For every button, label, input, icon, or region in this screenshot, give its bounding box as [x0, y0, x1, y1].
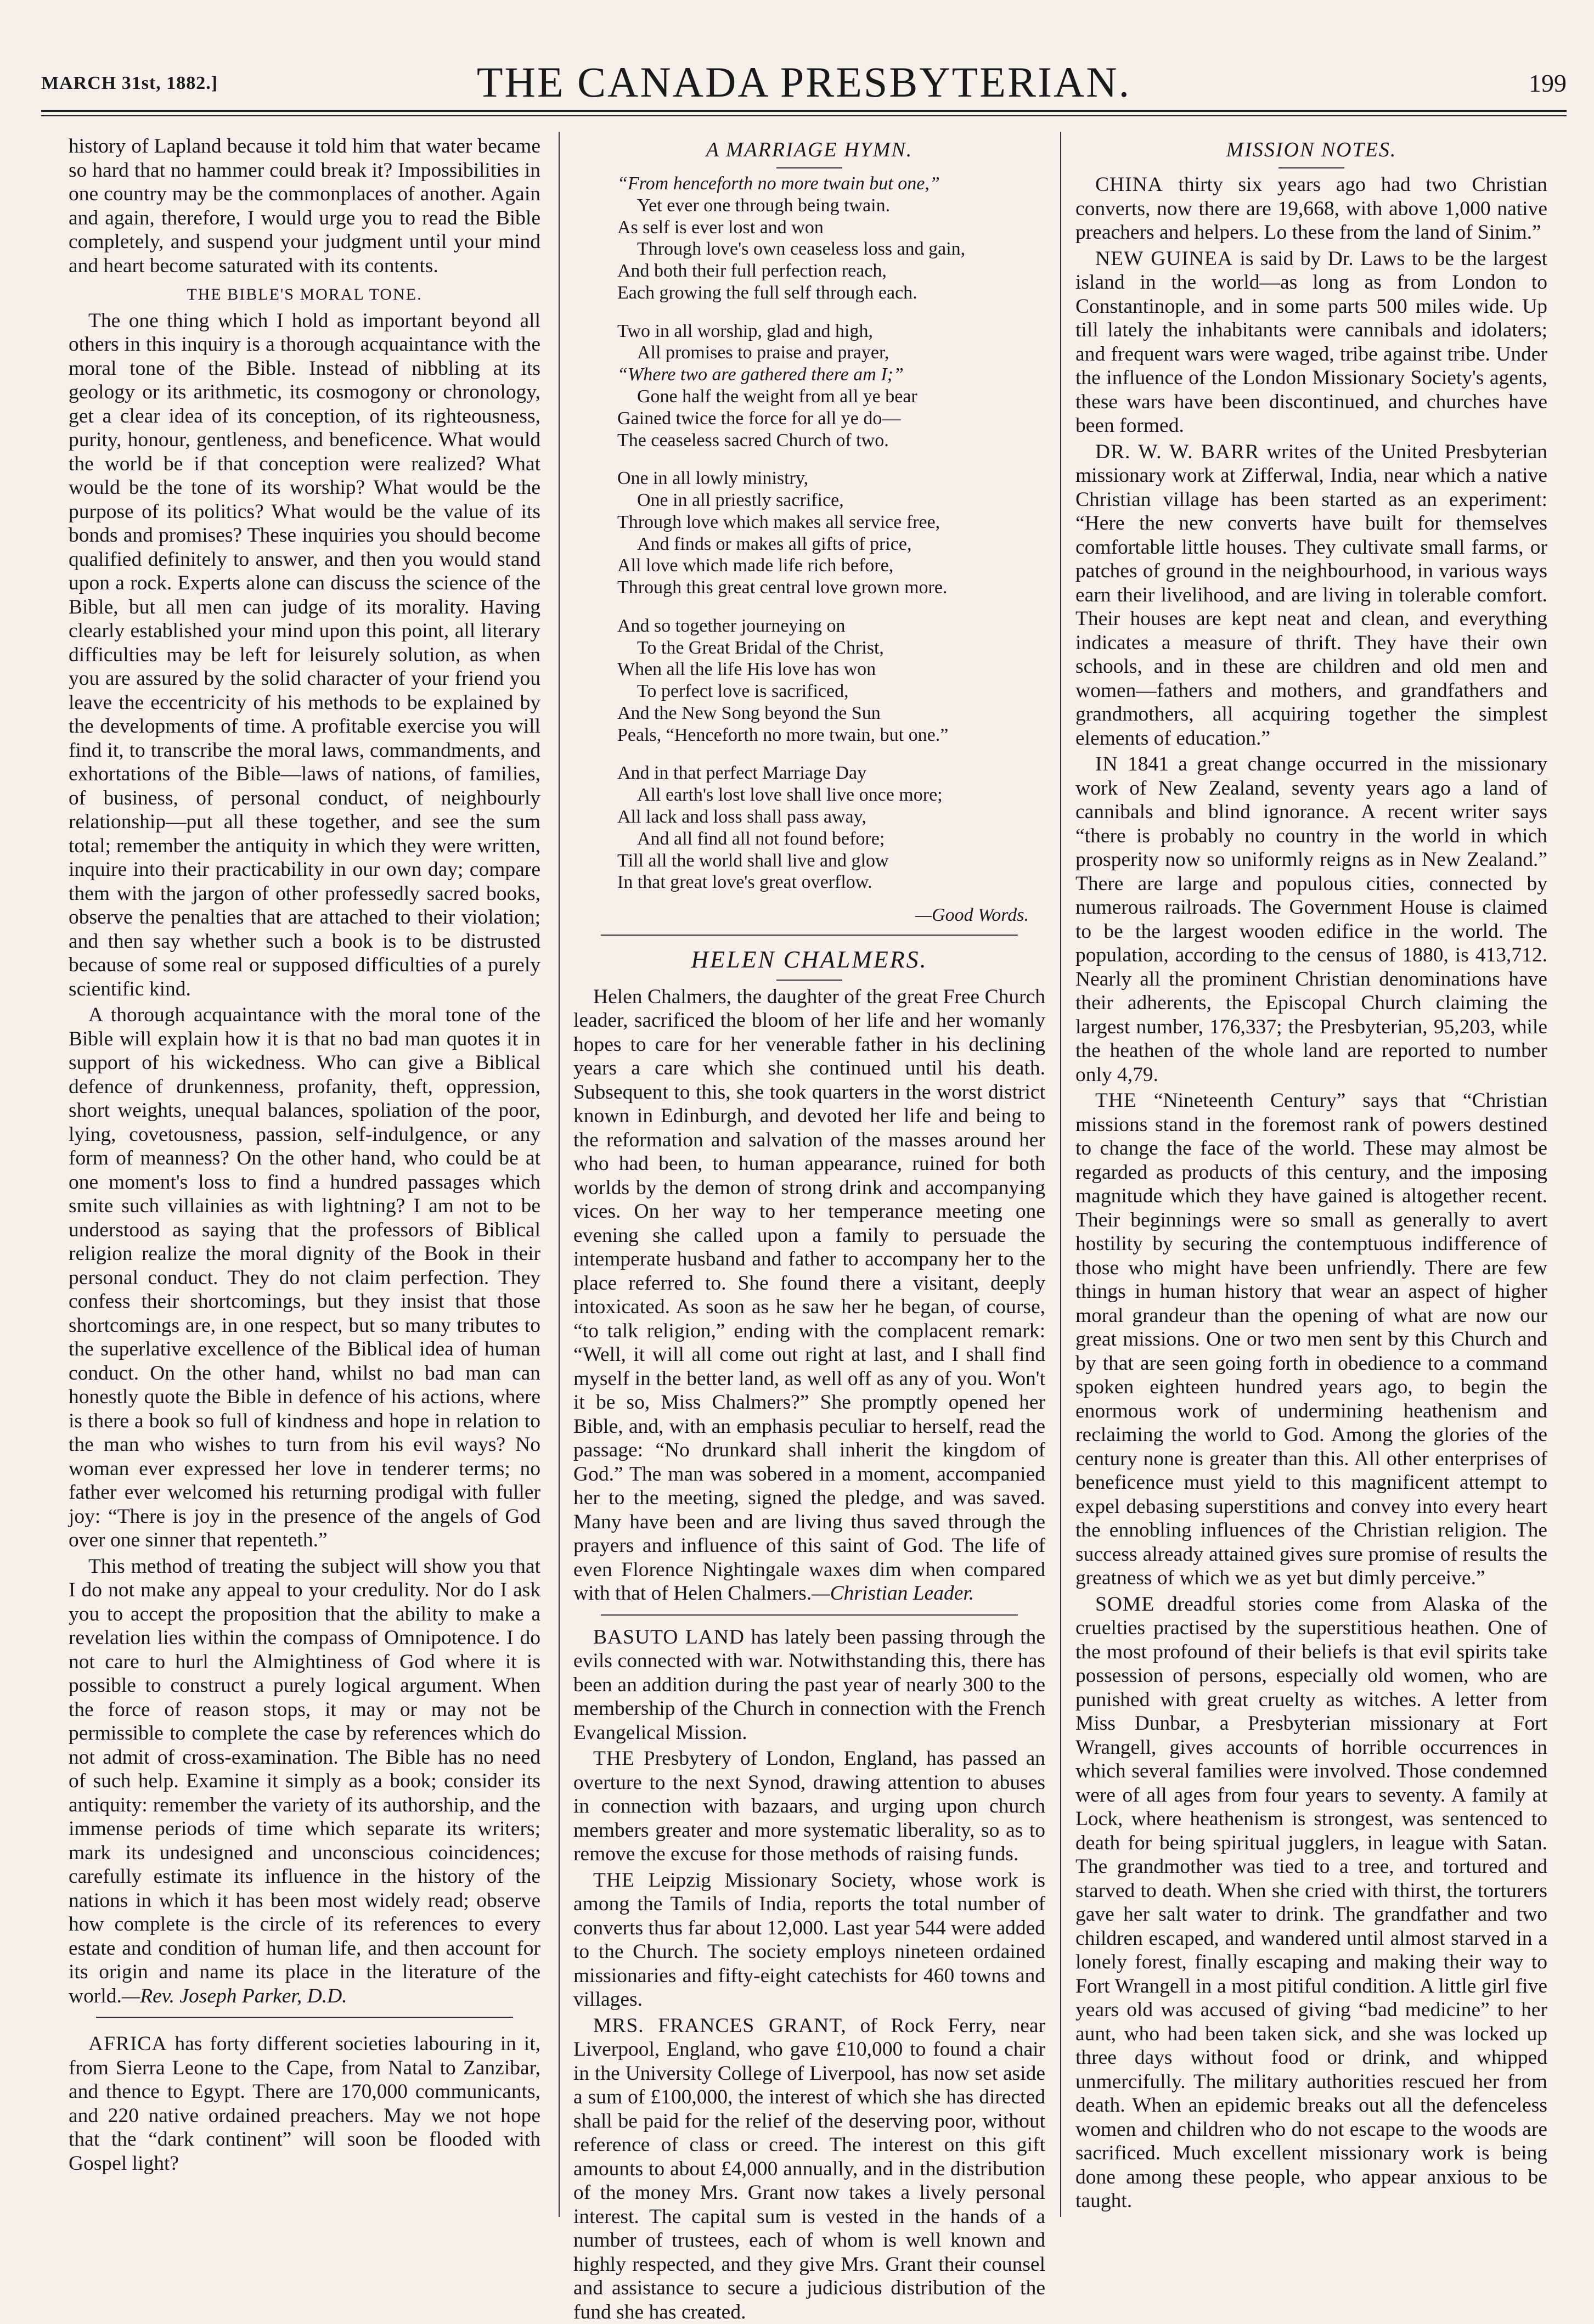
frances-grant-paragraph: [573, 2014, 1045, 2324]
article-author: —Rev. Joseph Parker, D.D.: [121, 1984, 347, 2007]
intro-paragraph: history of Lapland because it told him that water became so hard that no hammer could break it? Impossibilities in one country may be the commonplaces of another. Again and again, therefore, I would urge you to read the Bible completely, and suspend your judgment until your mind and heart become saturated with its contents.: [69, 135, 540, 277]
page-number: 199: [1529, 69, 1567, 97]
london-lead: THE: [593, 1747, 635, 1770]
poem-line: To perfect love is sacrificed,: [637, 681, 849, 702]
poem-line: Two in all worship, glad and high,: [617, 320, 874, 341]
mission-title-rule: [1278, 167, 1344, 168]
poem-line: All lack and loss shall pass away,: [617, 806, 866, 827]
section-rule: [601, 1614, 1018, 1616]
grant-lead: MRS. FRANCES GRANT,: [593, 2014, 847, 2037]
basuto-lead: BASUTO LAND: [593, 1625, 745, 1648]
hymn-credit: —Good Words.: [915, 905, 1029, 926]
masthead-rule-thin: [41, 115, 1567, 116]
africa-body: has forty different societies labouring in it, from Sierra Leone to the Cape, from Natal to Zanzibar, and thence to Egypt. There are 170,000 communicants, and 220 native ordained preachers. May we not hope that the “dark continent” will soon be flooded with Gospel light?: [69, 2033, 540, 2175]
masthead: [41, 58, 1567, 104]
poem-line: All earth's lost love shall live once more;: [637, 785, 943, 806]
poem-line: When all the life His love has won: [617, 659, 876, 680]
london-body: Presbytery of London, England, has passed an overture to the next Synod, drawing attention to abuses in connection with bazaars, and urging upon church members greater and more systematic liberality, so as to remove the excuse for those methods of raising funds.: [573, 1747, 1045, 1866]
thorough-acquaintance-paragraph: A thorough acquaintance with the moral tone of the Bible will explain how it is that no bad man quotes it in support of his wickedness. Who can give a Biblical defence of drunkenness, profanity, theft, oppression, short weights, unequal balances, spoliation of the poor, lying, covetousness, passion, self-indulgence, or any form of meanness? On the other hand, who could be at one moment's loss to find a hundred passages which smite such villainies as with lightning? I am not to be understood as saying that the professors of Biblical religion realize the moral dignity of the Book in their personal conduct. They do not claim perfection. They confess their shortcomings, but they insist that those shortcomings are, in one respect, but so many tributes to the superlative excellence of the Biblical idea of human conduct. On the other hand, whilst no bad man can honestly quote the Bible in defence of his actions, where is there a book so full of kindness and hope in relation to the man who wishes to turn from his evil ways? No woman ever expressed her love in tenderer terms; no father ever welcomed his returning prodigal with fuller joy: “There is joy in the presence of the angels of God over one sinner that repenteth.”: [69, 1004, 540, 1552]
masthead-rule-thick: [41, 110, 1567, 112]
stanza-3: [617, 468, 1045, 599]
column-divider-1: [559, 132, 560, 2217]
stanza-5: [617, 762, 1045, 893]
helen-chalmers-title: HELEN CHALMERS.: [691, 946, 928, 974]
africa-paragraph: [69, 2032, 540, 2175]
poem-line: Gained twice the force for all ye do—: [617, 408, 901, 429]
leipzig-lead: THE: [593, 1869, 635, 1892]
section-rule: [601, 935, 1018, 936]
poem-line: All love which made life rich before,: [617, 555, 894, 576]
hymn-title: A MARRIAGE HYMN.: [706, 138, 913, 161]
poem-line: And the New Song beyond the Sun: [617, 702, 881, 723]
basuto-paragraph: [573, 1625, 1045, 1745]
nineteenth-body: “Nineteenth Century” says that “Christian missions stand in the foremost rank of powers destined to change the face of the world. These may almost be regarded as products of this century, and the imposing magnitude which they have gained is altogether recent. Their beginnings were so small as generally to avert hostility by securing the contemptuous indifference of those who might have been unfriendly. There are few things in human history that wear an aspect of higher moral grandeur than the opening of what are now our great missions. One or two men sent by this Church and by that are seen going forth in obedience to a command spoken eighteen hundred years ago, to begin the enormous work of undermining heathenism and reclaiming the world to God. Among the glories of the century none is greater than this. All other enterprises of beneficence must yield to this magnificent attempt to expel debasing superstitions and convey into every heart the ennobling influences of the Christian religion. The success already attained gives sure promise of results the greatness of which we as yet but dimly perceive.”: [1075, 1089, 1547, 1590]
alaska-lead: SOME: [1095, 1593, 1155, 1616]
china-lead: CHINA: [1095, 173, 1163, 196]
issue-date: MARCH 31st, 1882.]: [41, 73, 218, 93]
basuto-body: has lately been passing through the evils connected with war. Notwithstanding this, there has been an addition during the past year of nearly 300 to the membership of the Church in connection with the French Evangelical Mission.: [573, 1625, 1046, 1744]
section-rule: [96, 2017, 513, 2018]
marriage-hymn-poem: [617, 173, 1045, 893]
poem-line: Yet ever one through being twain.: [637, 195, 891, 216]
helen-credit: —Christian Leader.: [812, 1582, 975, 1605]
alaska-body: dreadful stories come from Alaska of the cruelties practised by the superstitious heathen. One of the most profound of their beliefs is that evil spirits take possession of persons, especially old women, who are punished with great cruelty as witches. A letter from Miss Dunbar, a Presbyterian missionary at Fort Wrangell, gives accounts of horrible occurrences in which several families were involved. Those condemned were of all ages from four years to seventy. A family at Lock, where heathenism is strongest, was sentenced to death for being spiritual jugglers, in league with Satan. The grandmother was tied to a tree, and tortured and starved to death. When she cried with thirst, the torturers gave her salt water to drink. The grandfather and two children escaped, and wandered until almost starved in a lonely forest, finally escaping and making their way to Fort Wrangell in a most pitiful condition. A little girl five years old was accused of giving “bad medicine” to her aunt, who had been taken sick, and she was locked up three days without food or drink, and whipped unmercifully. The military authorities rescued her from death. When an epidemic breaks out all the defenceless women and children who do not escape to the woods are sacrificed. Much excellent missionary work is being done among these people, who appear anxious to be taught.: [1075, 1593, 1547, 2213]
leipzig-paragraph: [573, 1869, 1045, 2012]
nineteenth-lead: THE: [1095, 1089, 1137, 1112]
poem-line: And all find all not found before;: [637, 828, 885, 849]
poem-line: The ceaseless sacred Church of two.: [617, 430, 889, 451]
stanza-4: [617, 615, 1045, 746]
hymn-title-rule: [776, 167, 842, 168]
china-paragraph: [1075, 173, 1547, 245]
alaska-paragraph: [1075, 1593, 1547, 2213]
poem-line: As self is ever lost and won: [617, 217, 824, 238]
leipzig-body: Leipzig Missionary Society, whose work is among the Tamils of India, reports the total number of converts thus far about 12,000. Last year 544 were added to the Church. The society employs nineteen ordained missionaries and fifty-eight catechists for 460 towns and villages.: [573, 1869, 1045, 2011]
column-right: [1075, 134, 1548, 2213]
poem-line: Peals, “Henceforth no more twain, but one.”: [617, 724, 949, 745]
helen-chalmers-paragraph: [573, 985, 1045, 1606]
poem-line: And finds or makes all gifts of price,: [637, 533, 912, 554]
poem-line: All promises to praise and prayer,: [637, 342, 889, 363]
method-text: This method of treating the subject will show you that I do not make any appeal to your credulity. Nor do I ask you to accept the proposition that the ability to make a revelation lies within the compass of Omnipotence. I do not care to hurl the Almightiness of God where it is possible to construct a purely logical argument. When the force of reason stops, it may or may not be permissible to complete the case by references which do not admit of cross-examination. The Bible has no need of such help. Examine it simply as a book; consider its antiquity: remember the variety of its authorship, and the immense periods of time which separate its writers; mark its undesigned and unconscious coincidences; carefully estimate its influence in the history of the nations in which it has been most widely read; observe how complete is the circle of its references to every estate and condition of human life, and then account for its origin and name its place in the literature of the world.: [69, 1555, 540, 2007]
china-body: thirty six years ago had two Christian converts, now there are 19,668, with above 1,000 native preachers and helpers. Lo these from the land of Sinim.”: [1075, 173, 1547, 244]
stanza-2: [617, 320, 1045, 452]
poem-line: Through love's own ceaseless loss and gain,: [637, 239, 966, 260]
barr-lead: DR. W. W. BARR: [1095, 440, 1259, 463]
helen-title-rule: [776, 980, 842, 981]
barr-paragraph: [1075, 440, 1547, 751]
poem-line: In that great love's great overflow.: [617, 872, 872, 893]
nz-body: 1841 a great change occurred in the missionary work of New Zealand, seventy years ago a land of cannibals and blind ignorance. A recent writer says “there is probably no country in the world in which prosperity now so uniformly reigns as in New Zealand.” There are large and populous cities, connected by numerous railroads. The Government House is claimed to be the largest wooden edifice in the world. The population, according to the census of 1880, is 413,712. Nearly all the prominent Christian denominations have their adherents, the Episcopal Church claiming the largest number, 176,337; the Presbyterian, 95,203, while the heathen of the whole land are reported to number only 4,79.: [1075, 753, 1547, 1086]
poem-line: One in all priestly sacrifice,: [637, 490, 844, 511]
poem-line: And so together journeying on: [617, 615, 846, 636]
moral-tone-paragraph: The one thing which I hold as important beyond all others in this inquiry is a thorough acquaintance with the moral tone of the Bible. Instead of nibbling at its geology or its arithmetic, its cosmogony or chronology, get a clear idea of its conception, of its righteousness, purity, honour, gentleness, and beneficence. What would the world be if that conception were realized? What would be the tone of its worship? What would be the purpose of its politics? What would be the value of its bonds and promises? These inquiries you should become qualified definitely to answer, and then you would stand upon a rock. Experts alone can discuss the science of the Bible, but all men can judge of its morality. Having clearly established your mind upon this point, all literary difficulties may be left for leisurely solution, as when you are assured by the solid character of your friend you leave the eccentricity of his methods to be explained by the developments of time. A profitable exercise you will find it, to transcribe the moral laws, commandments, and exhortations of the Bible—laws of nations, of families, of business, of personal conduct, of neighbourly relationship—put all these together, and see the sum total; remember the antiquity in which they were written, inquire into their practicability in our own day; compare them with the jargon of other professedly sacred books, observe the penalties that are attached to their violation; and then say whether such a book is to be distrusted because of some real or supposed difficulties of a purely scientific kind.: [69, 309, 540, 1000]
barr-body: writes of the United Presbyterian missionary work at Zifferwal, India, near which a native Christian village has been started as an experiment: “Here the new converts have built for themselves comfortable little houses. They cultivate small farms, or patches of ground in the neighbourhood, in various ways earn their livelihood, and are living in tolerable comfort. Their houses are kept neat and clean, and everything indicates a measure of thrift. They have their own schools, and in these are children and old men and women—fathers and mothers, and grandfathers and grandmothers, all acquiring together the simplest elements of education.”: [1075, 440, 1548, 750]
moral-tone-heading: THE BIBLE'S MORAL TONE.: [187, 285, 423, 303]
poem-line: And both their full perfection reach,: [617, 261, 887, 282]
poem-line: Through this great central love grown more.: [617, 577, 948, 598]
poem-line: Through love which makes all service free,: [617, 511, 940, 532]
mission-notes-title: MISSION NOTES.: [1226, 138, 1397, 161]
poem-line: “Where two are gathered there am I;”: [617, 364, 904, 385]
poem-line: To the Great Bridal of the Christ,: [637, 637, 884, 658]
stanza-1: [617, 173, 1045, 304]
nz-lead: IN: [1095, 753, 1118, 776]
guinea-body: is said by Dr. Laws to be the largest island in the world—as long as from London to Constantinople, and in some parts 500 miles wide. Up till lately the inhabitants were cannibals and idolaters; and frequent wars were waged, tribe against tribe. Under the influence of the London Missionary Society's agents, these wars have been discontinued, and churches have been formed.: [1075, 247, 1547, 437]
poem-line: Gone half the weight from all ye bear: [637, 386, 917, 407]
column-left: [69, 134, 540, 2203]
poem-line: And in that perfect Marriage Day: [617, 763, 867, 784]
method-paragraph: [69, 1555, 540, 2008]
poem-line: “From henceforth no more twain but one,”: [617, 173, 940, 194]
new-guinea-paragraph: [1075, 247, 1547, 438]
poem-line: Till all the world shall live and glow: [617, 850, 889, 871]
africa-lead: AFRICA: [88, 2033, 167, 2056]
poem-line: One in all lowly ministry,: [617, 468, 809, 489]
newspaper-title: THE CANADA PRESBYTERIAN.: [476, 58, 1131, 106]
london-presbytery-paragraph: [573, 1747, 1045, 1866]
helen-text: Helen Chalmers, the daughter of the great Free Church leader, sacrificed the bloom of her life and her womanly hopes to care for her venerable father in his declining years a care which she continued until his death. Subsequent to this, she took quarters in the worst district known in Edinburgh, and devoted her life and being to the reformation and salvation of the masses around her who had been, to human appearance, ruined for both worlds by the demon of strong drink and accompanying vices. On her way to her temperance meeting one evening she called upon a family to persuade the intemperate husband and father to accompany her to the place referred to. She found there a visitant, deeply intoxicated. As soon as he saw her he began, of course, “to talk religion,” ending with the complacent remark: “Well, it will all come out right at last, and I shall find myself in the better land, as well off as any of you. Won't it be so, Miss Chalmers?” She promptly opened her Bible, and, with an emphasis peculiar to herself, read the passage: “No drunkard shall inherit the kingdom of God.” The man was sobered in a moment, accompanied her to the meeting, signed the pledge, and was saved. Many have been and are living thus saved through the prayers and influence of this saint of God. The life of even Florence Nightingale waxes dim when compared with that of Helen Chalmers.: [573, 985, 1045, 1605]
nineteenth-century-paragraph: [1075, 1089, 1547, 1590]
guinea-lead: NEW GUINEA: [1095, 247, 1233, 270]
column-middle: [573, 134, 1046, 2323]
poem-line: Each growing the full self through each.: [617, 282, 917, 303]
new-zealand-paragraph: [1075, 752, 1547, 1087]
column-divider-2: [1060, 132, 1061, 2217]
grant-body: of Rock Ferry, near Liverpool, England, who gave £10,000 to found a chair in the University College of Liverpool, has now set aside a sum of £100,000, the interest of which she has directed shall be paid for the relief of the deserving poor, without reference of class or creed. The interest on this gift amounts to about £4,000 annually, and in the distribution of the money Mrs. Grant now takes a lively personal interest. The capital sum is vested in the hands of a number of trustees, each of whom is well known and highly respected, and they give Mrs. Grant their counsel and assistance to secure a judicious distribution of the fund she has created.: [573, 2014, 1045, 2323]
